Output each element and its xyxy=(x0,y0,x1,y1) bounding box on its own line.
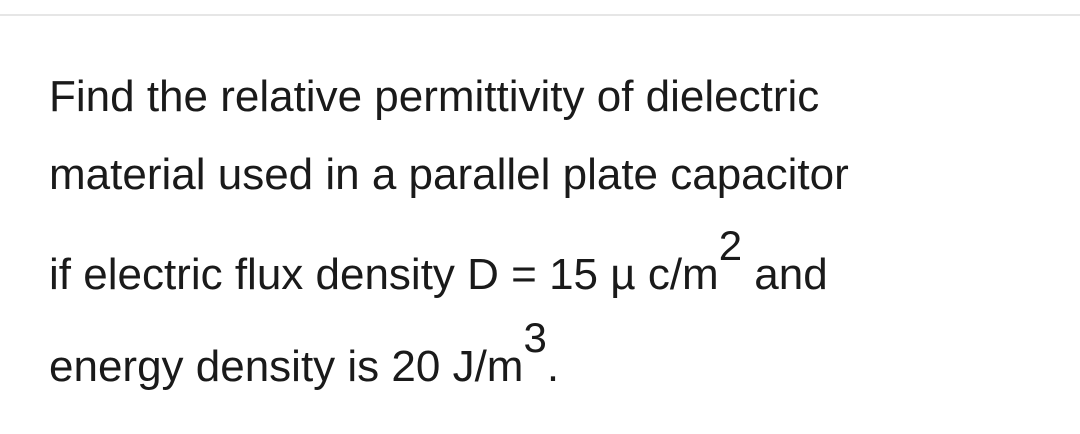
question-line-3-text: if electric flux density D = 15 µ c/m xyxy=(49,250,719,299)
question-line-4 xyxy=(49,314,560,392)
superscript-2: 2 xyxy=(718,222,743,269)
question-line-4-end: . xyxy=(546,342,560,391)
question-line-3 xyxy=(49,222,828,300)
question-line-3-end: and xyxy=(742,250,828,299)
question-line-2: material used in a parallel plate capacitor xyxy=(49,150,849,199)
question-line-1: Find the relative permittivity of dielectric xyxy=(49,72,820,121)
top-divider xyxy=(0,14,1080,16)
question-line-4-text: energy density is 20 J/m xyxy=(49,342,524,391)
superscript-3: 3 xyxy=(523,314,547,361)
